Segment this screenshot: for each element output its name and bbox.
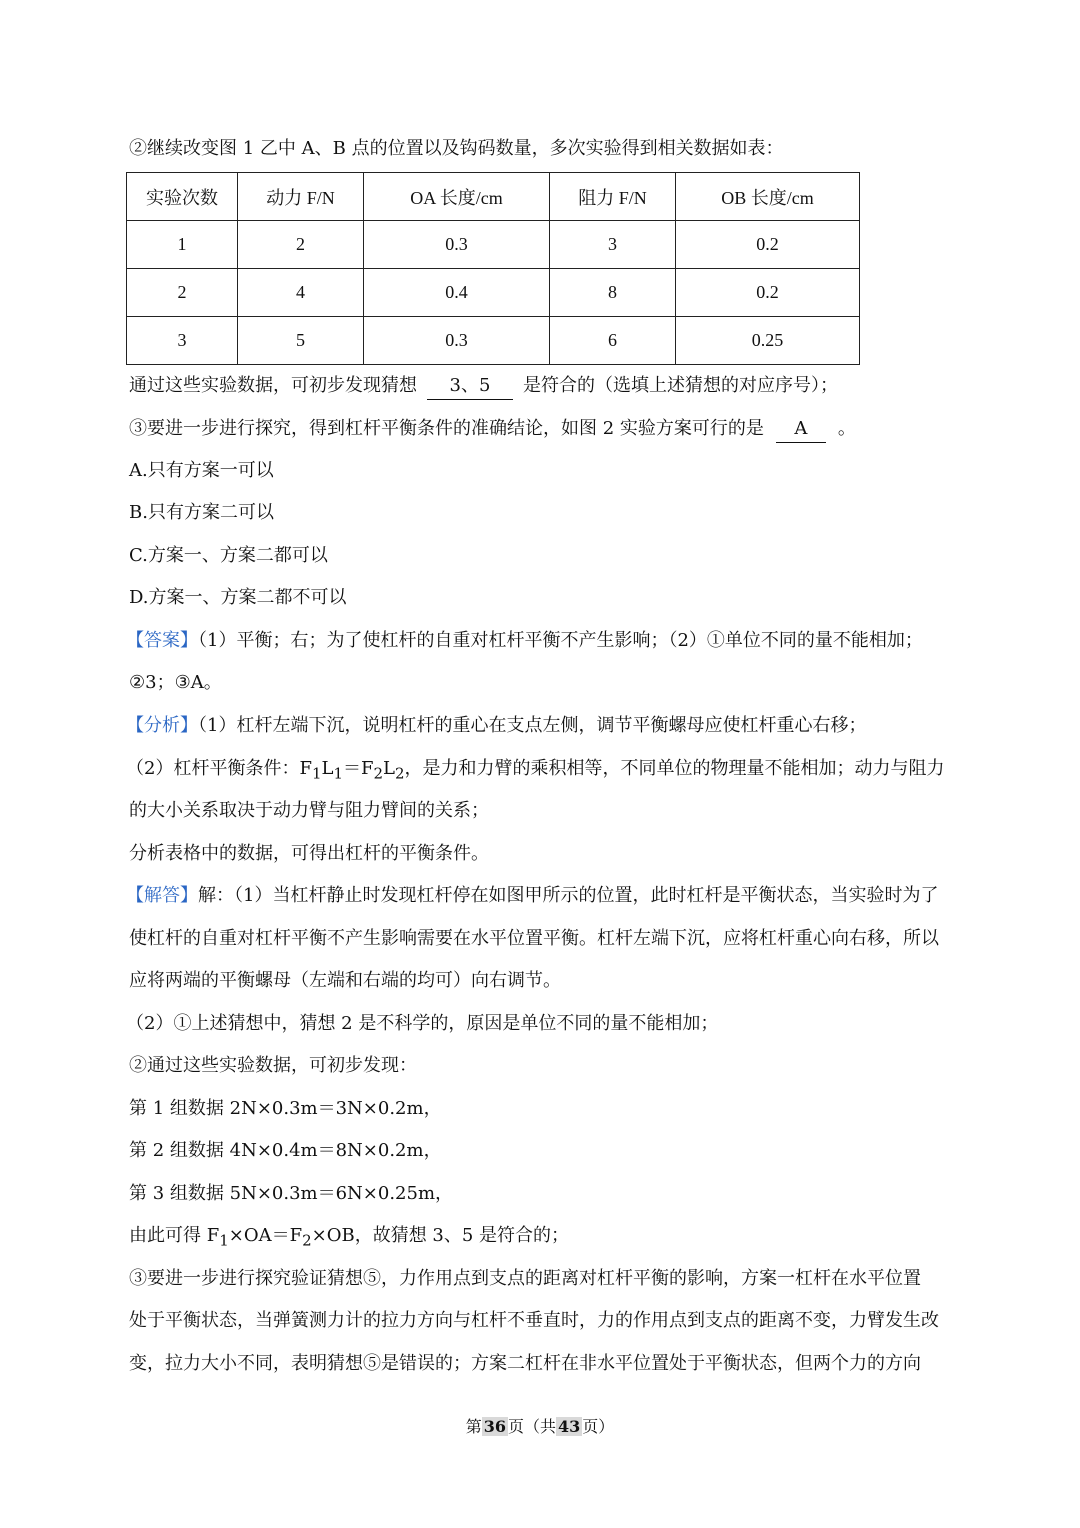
table-cell: 0.3	[364, 221, 550, 269]
table-cell: 2	[238, 221, 364, 269]
answer-blank: A	[776, 416, 826, 443]
table-cell: 0.2	[676, 221, 860, 269]
solution-text: 解：（1）当杠杆静止时发现杠杆停在如图甲所示的位置，此时杠杆是平衡状态，当实验时为了	[198, 885, 939, 906]
subscript: 1	[333, 764, 343, 783]
analysis-line-3: 的大小关系取决于动力臂与阻力臂间的关系；	[129, 800, 489, 821]
solution-line-10: ③要进一步进行探究验证猜想⑤，力作用点到支点的距离对杠杆平衡的影响，方案一杠杆在水平位置	[129, 1268, 921, 1289]
subscript: 2	[302, 1231, 312, 1250]
analysis-text: （2）杠杆平衡条件：F	[126, 758, 312, 779]
solution-line-6: 第 1 组数据 2N×0.3m＝3N×0.2m，	[129, 1098, 442, 1119]
subscript: 1	[311, 764, 322, 783]
solution-line-8: 第 3 组数据 5N×0.3m＝6N×0.25m，	[129, 1183, 454, 1204]
table-row	[127, 221, 860, 269]
table-row	[127, 269, 860, 317]
table-cell: 8	[550, 269, 676, 317]
answer-line-1	[126, 628, 923, 654]
table-header-cell: OB 长度/cm	[676, 173, 860, 221]
solution-text: 由此可得 F	[129, 1225, 220, 1246]
page-number: 36	[483, 1417, 506, 1436]
analysis-text: （1）杠杆左端下沉，说明杠杆的重心在支点左侧，调节平衡螺母应使杠杆重心右移；	[198, 715, 867, 736]
table-header-cell: 阻力 F/N	[550, 173, 676, 221]
answer-blank: 3、5	[427, 373, 513, 400]
analysis-text: L	[383, 758, 395, 779]
option-d: D.方案一、方案二都不可以	[129, 587, 347, 608]
data-table	[126, 172, 860, 365]
analysis-text: ，是力和力臂的乘积相等，不同单位的物理量不能相加；动力与阻力	[404, 758, 945, 779]
analysis-line-2	[126, 756, 945, 787]
table-cell: 0.4	[364, 269, 550, 317]
table-header-cell: 实验次数	[127, 173, 238, 221]
table-cell: 0.3	[364, 317, 550, 365]
solution-line-11: 处于平衡状态，当弹簧测力计的拉力方向与杠杆不垂直时，力的作用点到支点的距离不变，力臂发生改	[129, 1310, 939, 1331]
table-cell: 5	[238, 317, 364, 365]
analysis-text: ＝F	[343, 758, 374, 779]
footer-text: 第	[465, 1417, 482, 1436]
table-cell: 1	[127, 221, 238, 269]
analysis-line-1	[126, 713, 866, 739]
analysis-text: L	[321, 758, 334, 779]
answer-line-2: ②3；③A。	[129, 672, 222, 693]
analysis-line-4: 分析表格中的数据，可得出杠杆的平衡条件。	[129, 843, 489, 864]
intro-text: ②继续改变图 1 乙中 A、B 点的位置以及钩码数量，多次实验得到相关数据如表：	[129, 138, 784, 159]
question-3-text: ③要进一步进行探究，得到杠杆平衡条件的准确结论，如图 2 实验方案可行的是	[129, 418, 764, 439]
table-cell: 0.25	[676, 317, 860, 365]
table-cell: 2	[127, 269, 238, 317]
solution-line-7: 第 2 组数据 4N×0.4m＝8N×0.2m，	[129, 1140, 442, 1161]
option-c: C.方案一、方案二都可以	[129, 545, 328, 566]
footer-text: 页）	[582, 1417, 615, 1436]
option-b: B.只有方案二可以	[129, 502, 274, 523]
solution-text: ×OA＝F	[228, 1225, 303, 1246]
question-2-text: 通过这些实验数据，可初步发现猜想	[129, 375, 417, 396]
question-2-line	[129, 373, 838, 400]
solution-line-9	[129, 1223, 569, 1254]
answer-tag: 【答案】	[126, 630, 198, 651]
subscript: 2	[373, 764, 384, 783]
question-3-text-end: 。	[837, 418, 856, 439]
table-header-row	[127, 173, 860, 221]
subscript: 2	[395, 764, 405, 783]
total-pages: 43	[558, 1417, 581, 1436]
question-2-text-end: 是符合的（选填上述猜想的对应序号）；	[523, 375, 838, 396]
solution-tag: 【解答】	[126, 885, 198, 906]
footer-text: 页（共	[507, 1417, 556, 1436]
solution-line-3: 应将两端的平衡螺母（左端和右端的均可）向右调节。	[129, 970, 561, 991]
analysis-tag: 【分析】	[126, 715, 198, 736]
table-cell: 0.2	[676, 269, 860, 317]
table-cell: 4	[238, 269, 364, 317]
table-cell: 3	[550, 221, 676, 269]
table-row	[127, 317, 860, 365]
solution-line-2: 使杠杆的自重对杠杆平衡不产生影响需要在水平位置平衡。杠杆左端下沉，应将杠杆重心向右移，所以	[129, 928, 939, 949]
table-cell: 6	[550, 317, 676, 365]
table-header-cell: 动力 F/N	[238, 173, 364, 221]
solution-text: ×OB，故猜想 3、5 是符合的；	[311, 1225, 570, 1246]
answer-text: （1）平衡；右；为了使杠杆的自重对杠杆平衡不产生影响；（2）①单位不同的量不能相加；	[198, 630, 923, 651]
solution-line-4: （2）①上述猜想中，猜想 2 是不科学的，原因是单位不同的量不能相加；	[126, 1013, 719, 1034]
solution-line-12: 变，拉力大小不同，表明猜想⑤是错误的；方案二杠杆在非水平位置处于平衡状态，但两个力的方向	[129, 1353, 921, 1374]
question-3-line	[129, 416, 856, 443]
solution-line-5: ②通过这些实验数据，可初步发现：	[129, 1055, 417, 1076]
table-header-cell: OA 长度/cm	[364, 173, 550, 221]
option-a: A.只有方案一可以	[129, 460, 274, 481]
subscript: 1	[219, 1231, 229, 1250]
table-cell: 3	[127, 317, 238, 365]
page-footer	[0, 1416, 1080, 1438]
solution-line-1	[126, 883, 938, 909]
